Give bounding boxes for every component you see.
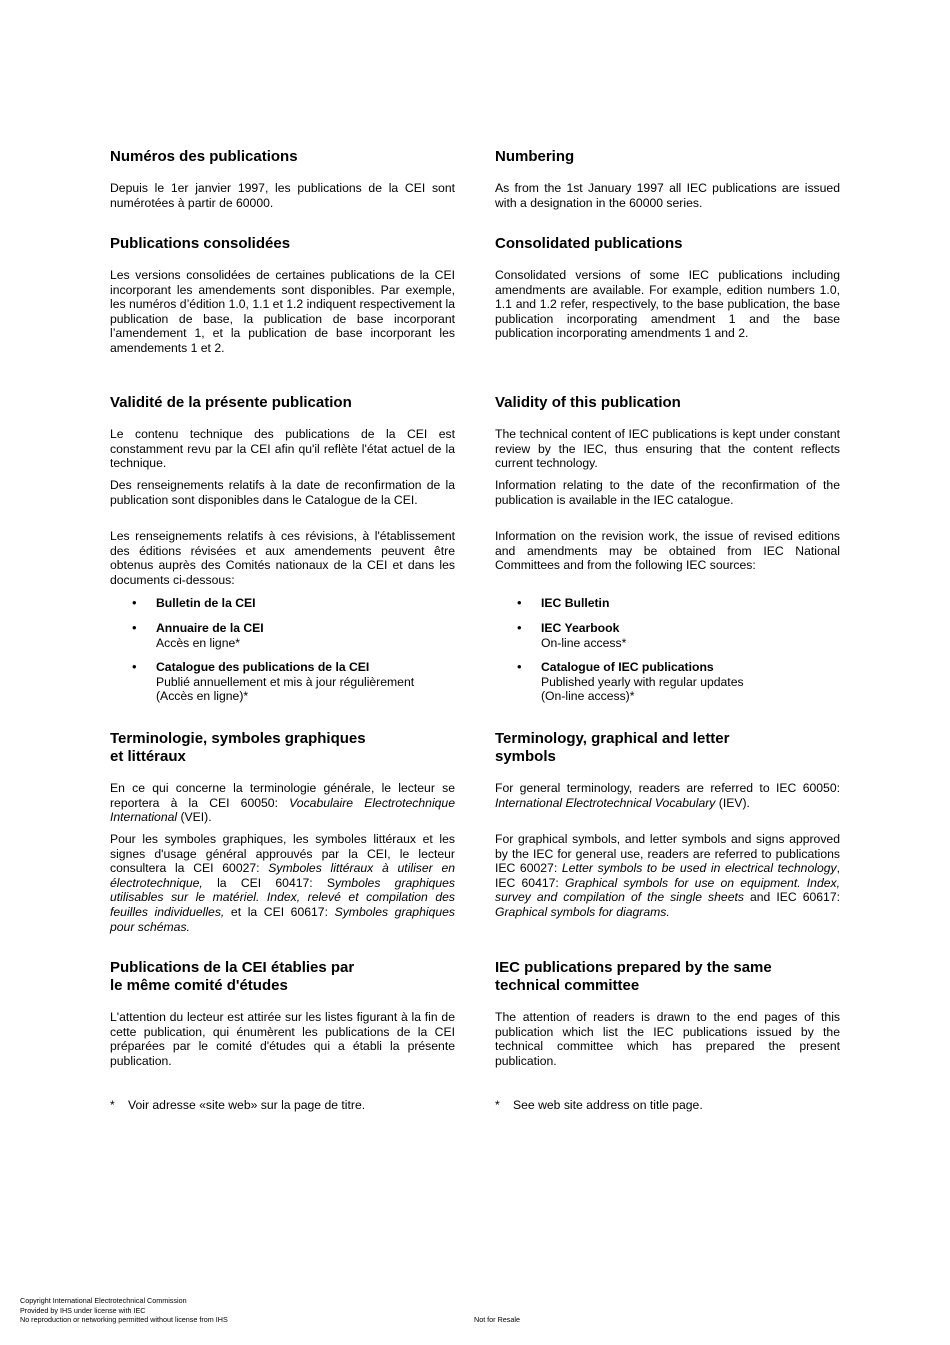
para-validity-3-en: Information on the revision work, the issue of revised editions and amendments may be obtained from IEC National Committees and from the following IEC sources: <box>495 529 840 573</box>
para-numbering-fr: Depuis le 1er janvier 1997, les publications de la CEI sont numérotées à partir de 60000. <box>110 181 455 210</box>
para-numbering-en: As from the 1st January 1997 all IEC publications are issued with a designation in the 60000 series. <box>495 181 840 210</box>
para-validity-2-fr: Des renseignements relatifs à la date de reconfirmation de la publication sont disponibles dans le Catalogue de la CEI. <box>110 478 455 507</box>
bullet-glyph: • <box>132 595 137 610</box>
bullet-title: Bulletin de la CEI <box>156 596 256 610</box>
para-validity-2-en: Information relating to the date of the reconfirmation of the publication is available in the IEC catalogue. <box>495 478 840 507</box>
para-validity-1-fr: Le contenu technique des publications de la CEI est constamment revu par la CEI afin qu'il reflète l'état actuel de la technique. <box>110 427 455 471</box>
heading-consolidated-en: Consolidated publications <box>495 235 683 252</box>
heading-numbering-en: Numbering <box>495 148 575 165</box>
bullet-title: Catalogue of IEC publications <box>541 660 714 674</box>
footnote-marker: * <box>495 1098 500 1112</box>
heading-validity-fr: Validité de la présente publication <box>110 394 352 411</box>
footnote-fr: * Voir adresse «site web» sur la page de titre. <box>110 1098 366 1112</box>
footnote-en: * See web site address on title page. <box>495 1098 703 1112</box>
bullet-detail: (Accès en ligne)* <box>156 689 249 704</box>
heading-numbering-fr: Numéros des publications <box>110 148 298 165</box>
para-validity-1-en: The technical content of IEC publications is kept under constant review by the IEC, thus ensuring that the content reflects current technology. <box>495 427 840 471</box>
bullet-title: IEC Bulletin <box>541 596 610 610</box>
para-terminology-1-en: For general terminology, readers are referred to IEC 60050: International Electrotechnical Vocabulary (IEV). <box>495 781 840 810</box>
para-terminology-2-en: For graphical symbols, and letter symbols and signs approved by the IEC for general use, readers are referred to publications IEC 60027: Letter symbols to be used in electrical technology, IEC 60417: Graphical symbols for use on equipment. Index, survey and compilation of the single sheets and IEC 60617: Graphical symbols for diagrams. <box>495 832 840 919</box>
heading-committee-en: IEC publications prepared by the same technical committee <box>495 959 772 994</box>
heading-terminology-fr: Terminologie, symboles graphiques et littéraux <box>110 730 366 765</box>
bullet-title: Annuaire de la CEI <box>156 621 264 635</box>
bullet-title: IEC Yearbook <box>541 621 620 635</box>
para-committee-en: The attention of readers is drawn to the end pages of this publication which list the IEC publications issued by the technical committee which has prepared the present publication. <box>495 1010 840 1068</box>
bullet-glyph: • <box>517 595 522 610</box>
not-for-resale-label: Not for Resale <box>474 1315 520 1324</box>
para-terminology-1-fr: En ce qui concerne la terminologie générale, le lecteur se reportera à la CEI 60050: Vocabulaire Electrotechnique International (VEI). <box>110 781 455 825</box>
heading-committee-fr: Publications de la CEI établies par le même comité d'études <box>110 959 355 994</box>
heading-terminology-en: Terminology, graphical and letter symbols <box>495 730 730 765</box>
heading-validity-en: Validity of this publication <box>495 394 681 411</box>
copyright-notice: Copyright International Electrotechnical Commission Provided by IHS under license with IEC No reproduction or networking permitted without license from IHS <box>20 1296 228 1324</box>
bullet-detail: On-line access* <box>541 635 627 650</box>
bullet-detail: Accès en ligne* <box>156 635 241 650</box>
bullet-detail: (On-line access)* <box>541 689 635 704</box>
bullet-detail: Published yearly with regular updates <box>541 674 744 689</box>
bullet-glyph: • <box>517 659 522 674</box>
heading-consolidated-fr: Publications consolidées <box>110 235 291 252</box>
bullet-title: Catalogue des publications de la CEI <box>156 660 370 674</box>
para-consolidated-fr: Les versions consolidées de certaines publications de la CEI incorporant les amendements sont disponibles. Par exemple, les numéros d’édition 1.0, 1.1 et 1.2 indiquent respectivement la publication de base, la publication de base incorporant l’amendement 1, et la publication de base incorporant les amendements 1 et 2. <box>110 268 455 355</box>
bullet-glyph: • <box>132 620 137 635</box>
bullet-detail: Publié annuellement et mis à jour régulièrement <box>156 674 415 689</box>
para-committee-fr: L'attention du lecteur est attirée sur les listes figurant à la fin de cette publication, qui énumèrent les publications de la CEI préparées par le comité d'études qui a établi la présente publication. <box>110 1010 455 1068</box>
footnote-marker: * <box>110 1098 115 1112</box>
para-consolidated-en: Consolidated versions of some IEC publications including amendments are available. For example, edition numbers 1.0, 1.1 and 1.2 refer, respectively, to the base publication, the base publication incorporating amendment 1 and the base publication incorporating amendments 1 and 2. <box>495 268 840 341</box>
bullet-glyph: • <box>517 620 522 635</box>
para-terminology-2-fr: Pour les symboles graphiques, les symboles littéraux et les signes d'usage général approuvés par la CEI, le lecteur consultera la CEI 60027: Symboles littéraux à utiliser en électrotechnique, la CEI 60417: Symboles graphiques utilisables sur le matériel. Index, relevé et compilation des feuilles individuelles, et la CEI 60617: Symboles graphiques pour schémas. <box>110 832 456 934</box>
para-validity-3-fr: Les renseignements relatifs à ces révisions, à l'établissement des éditions révisées et aux amendements peuvent être obtenus auprès des Comités nationaux de la CEI et dans les documents ci-dessous: <box>110 529 455 587</box>
bullet-glyph: • <box>132 659 137 674</box>
